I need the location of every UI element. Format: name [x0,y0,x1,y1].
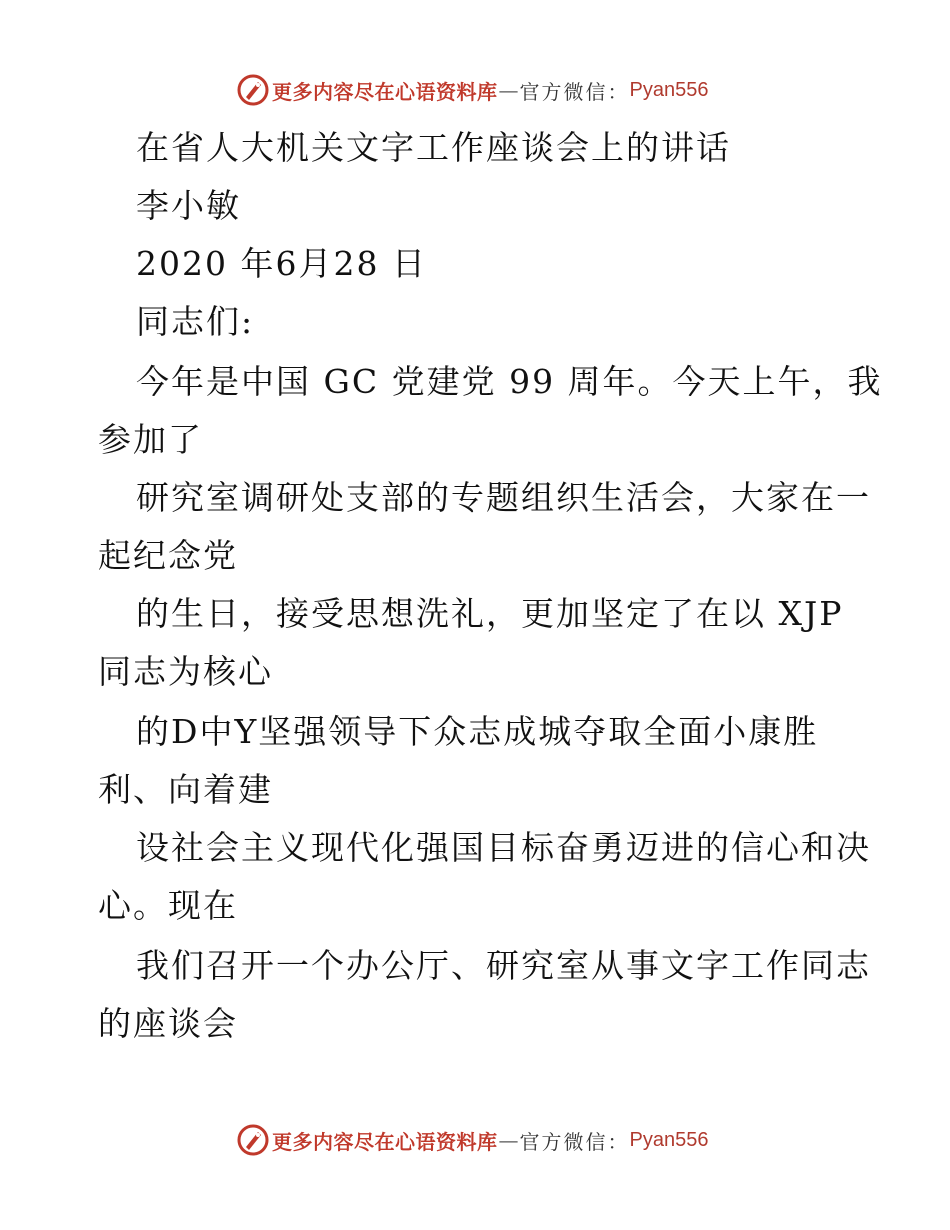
banner-separator: — [498,1128,519,1152]
body-line: 我们召开一个办公厅、研究室从事文字工作同志 [136,946,871,985]
body-line: 的生日，接受思想洗礼，更加坚定了在以 XJP [136,594,844,633]
banner-text: 更多内容尽在心语资料库 [272,79,498,104]
banner-official-label: 官方微信： [519,1129,630,1154]
banner-separator: — [498,78,519,102]
pen-nib-logo-icon [236,73,270,107]
banner-wechat-id: Pyan556 [629,1128,709,1151]
body-line: 的座谈会 [98,1004,238,1043]
document-date: 2020 年6月28 日 [136,244,427,283]
banner-text: 更多内容尽在心语资料库 [272,1129,498,1154]
body-line: 设社会主义现代化强国目标奋勇迈进的信心和决 [136,828,871,867]
pen-nib-logo-icon [236,1123,270,1157]
banner-wechat-id: Pyan556 [629,78,709,101]
document-author: 李小敏 [136,186,241,225]
body-line: 心。现在 [98,886,238,925]
document-title: 在省人大机关文字工作座谈会上的讲话 [136,128,731,167]
body-line: 参加了 [98,420,203,459]
header-banner [236,72,708,108]
document-salutation: 同志们: [136,302,255,341]
body-line: 起纪念党 [98,536,238,575]
banner-official-label: 官方微信： [519,79,630,104]
body-line: 利、向着建 [98,770,273,809]
body-line: 今年是中国 GC 党建党 99 周年。今天上午，我 [136,362,883,401]
footer-banner [236,1122,708,1158]
body-line: 研究室调研处支部的专题组织生活会，大家在一 [136,478,871,517]
body-line: 同志为核心 [98,652,273,691]
body-line: 的D中Y坚强领导下众志成城夺取全面小康胜 [136,712,819,751]
